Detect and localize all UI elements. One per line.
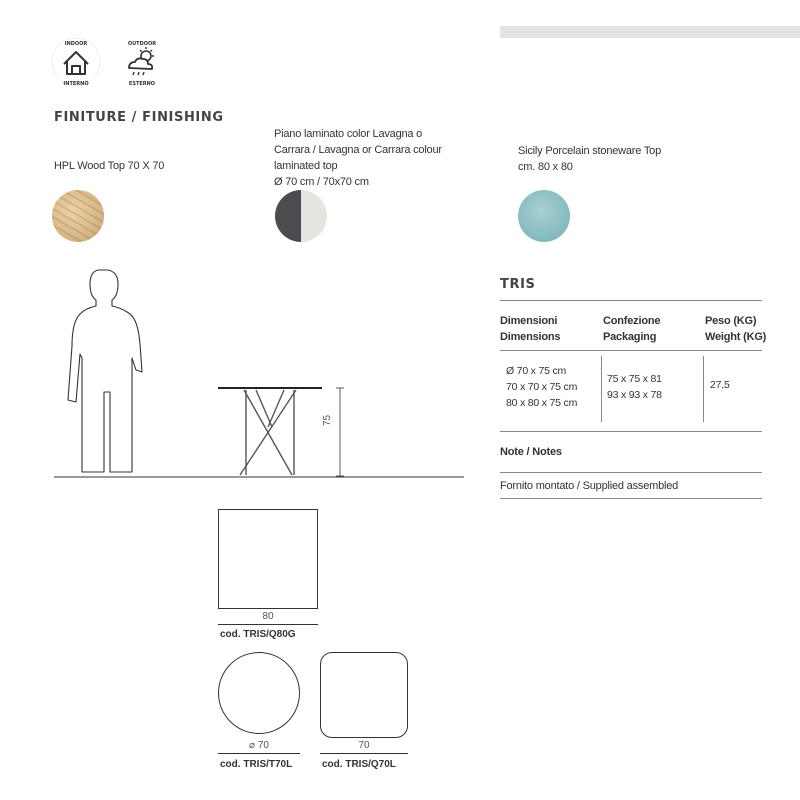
column-separator bbox=[703, 356, 704, 422]
outdoor-badge bbox=[116, 36, 168, 88]
dimensions-values: Ø 70 x 75 cm 70 x 70 x 75 cm 80 x 80 x 75 cm bbox=[506, 365, 578, 409]
dimension-label: ⌀ 70 bbox=[249, 740, 269, 751]
header-bar bbox=[500, 26, 800, 38]
svg-text:INDOOR: INDOOR bbox=[64, 41, 88, 47]
finish-wood-swatch bbox=[52, 190, 104, 242]
header-dimensions: Dimensioni Dimensions bbox=[500, 315, 561, 343]
indoor-badge bbox=[50, 36, 102, 88]
table-side-view bbox=[218, 388, 322, 475]
finish-laminate-label: Piano laminato color Lavagna o Carrara / Lavagna or Carrara colour laminated top Ø 70 cm / 70x70 cm bbox=[274, 128, 442, 188]
dimension-label: 80 bbox=[262, 611, 274, 622]
product-code: cod. TRIS/Q70L bbox=[322, 759, 396, 770]
finishing-title: FINITURE / FINISHING bbox=[54, 110, 224, 125]
product-code: cod. TRIS/T70L bbox=[220, 759, 293, 770]
svg-text:INTERNO: INTERNO bbox=[63, 81, 89, 87]
divider bbox=[500, 350, 762, 351]
packaging-values: 75 x 75 x 81 93 x 93 x 78 bbox=[607, 373, 662, 401]
notes-label: Note / Notes bbox=[500, 446, 562, 458]
finish-wood-label: HPL Wood Top 70 X 70 bbox=[54, 160, 165, 172]
finish-porcelain-label: Sicily Porcelain stoneware Top cm. 80 x 80 bbox=[518, 145, 661, 173]
weather-icon bbox=[116, 36, 168, 88]
divider bbox=[500, 300, 762, 301]
column-separator bbox=[601, 356, 602, 422]
product-code: cod. TRIS/Q80G bbox=[220, 629, 296, 640]
product-name: TRIS bbox=[500, 277, 536, 292]
divider bbox=[500, 431, 762, 432]
human-silhouette bbox=[68, 270, 142, 472]
divider bbox=[500, 498, 762, 499]
top-view-square-70 bbox=[320, 652, 408, 738]
header-weight: Peso (KG) Weight (KG) bbox=[705, 315, 767, 343]
header-packaging: Confezione Packaging bbox=[603, 315, 661, 343]
dimension-line bbox=[218, 624, 318, 625]
side-elevation-drawing bbox=[50, 262, 470, 482]
house-icon bbox=[50, 36, 102, 88]
divider bbox=[500, 472, 762, 473]
height-dimension-label: 75 bbox=[322, 414, 333, 426]
svg-text:OUTDOOR: OUTDOOR bbox=[127, 41, 157, 47]
svg-text:ESTERNO: ESTERNO bbox=[128, 81, 156, 87]
weight-value: 27,5 bbox=[710, 379, 730, 391]
dimension-line bbox=[320, 753, 408, 754]
top-view-round-70 bbox=[218, 652, 300, 734]
finish-porcelain-swatch bbox=[518, 190, 570, 242]
finish-laminate-swatch bbox=[275, 190, 327, 242]
notes-text: Fornito montato / Supplied assembled bbox=[500, 480, 679, 492]
dimension-label: 70 bbox=[358, 740, 370, 751]
top-view-square-80 bbox=[218, 509, 318, 609]
dimension-line bbox=[218, 753, 300, 754]
